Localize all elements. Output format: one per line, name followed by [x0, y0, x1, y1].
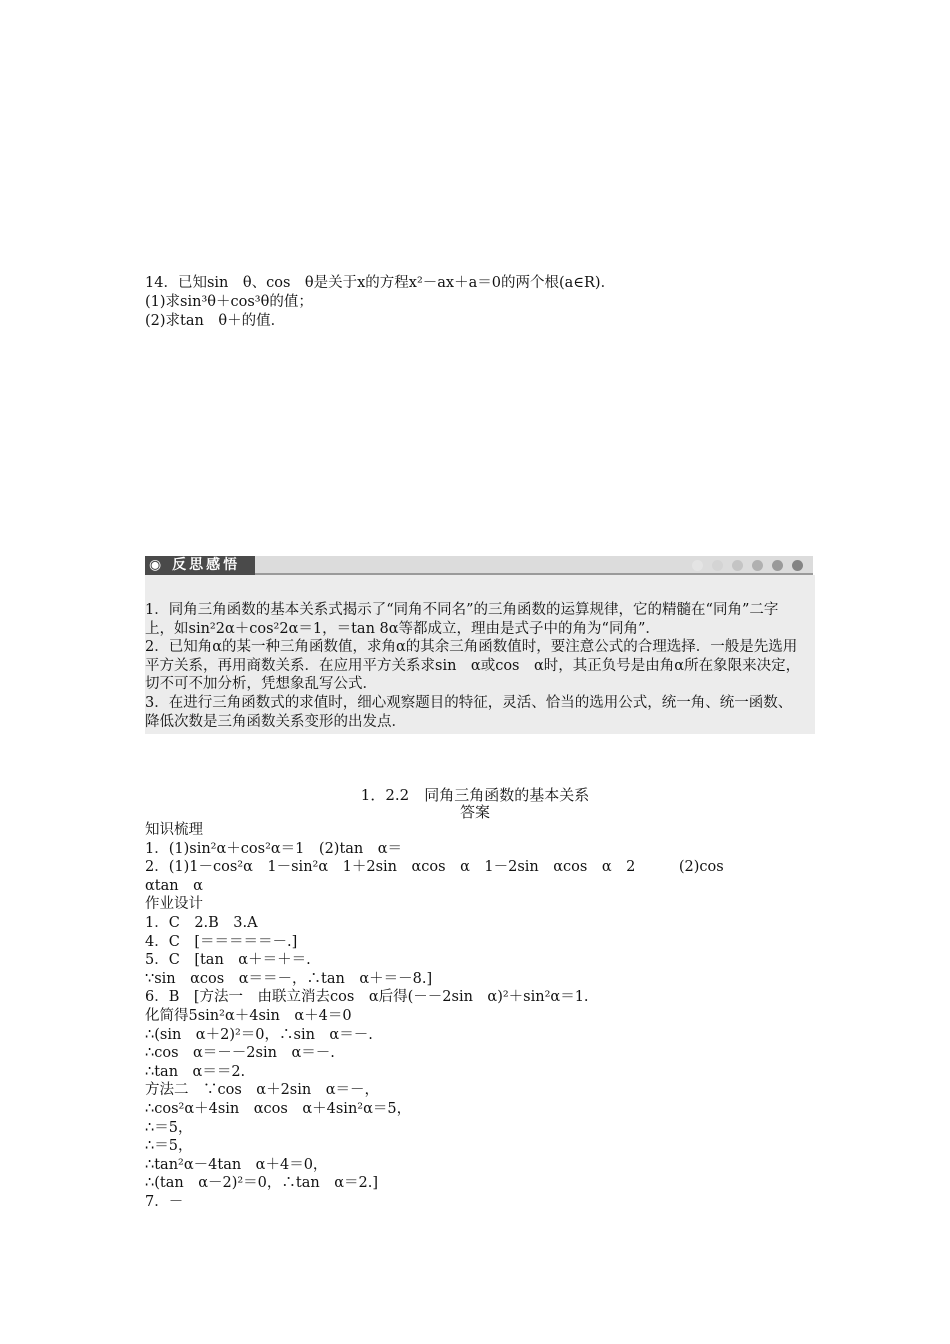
reflection-point-3: 3．在进行三角函数式的求值时，细心观察题目的特征，灵活、恰当的选用公式，统一角、统一函数、降低次数是三角函数关系变形的出发点． [145, 694, 793, 730]
dot-icon [732, 560, 743, 571]
dot-icon [692, 560, 703, 571]
answer-line: ∴＝5， [145, 1138, 193, 1155]
answer-line: ∴cos²α＋4sin αcos α＋4sin²α＝5， [145, 1100, 412, 1117]
answer-line: 6．B [方法一 由联立消去cos α后得(－－2sin α)²＋sin²α＝1. [145, 989, 589, 1006]
answer-line: 5．C [tan α＋＝＋＝. [145, 952, 311, 969]
reflection-section [145, 556, 813, 734]
question-14-part-2: (2)求tan θ＋的值． [145, 313, 286, 329]
answer-line: ∴(tan α－2)²＝0，∴tan α＝2.] [145, 1175, 378, 1192]
answer-line: ∴tan²α－4tan α＋4＝0， [145, 1156, 328, 1173]
question-14-part-1: (1)求sin³θ＋cos³θ的值； [145, 294, 313, 310]
reflection-point-2: 2．已知角α的某一种三角函数值，求角α的其余三角函数值时，要注意公式的合理选择．一般是先选用平方关系，再用商数关系．在应用平方关系求sin α或cos α时，其正负号是由角α所在象限来决定，切不可不加分析，凭想象乱写公式． [145, 639, 801, 693]
answer-line: 作业设计 [145, 896, 203, 913]
answer-line: ∴(sin α＋2)²＝0，∴sin α＝－. [145, 1026, 373, 1043]
answer-line: ∴tan α＝＝2. [145, 1063, 246, 1080]
dot-icon [752, 560, 763, 571]
reflection-tag: ◉ 反思感悟 [145, 556, 255, 575]
answer-line: 知识梳理 [145, 822, 203, 838]
answer-line: 1．C 2.B 3.A [145, 914, 258, 931]
dot-icon [792, 560, 803, 571]
answer-line: 2．(1)1－cos²α 1－sin²α 1＋2sin αcos α 1－2sin αcos α 2 (2)cos [145, 859, 724, 876]
answer-line: ∴＝5， [145, 1119, 193, 1136]
header-rule [255, 573, 813, 575]
reflection-point-1: 1．同角三角函数的基本关系式揭示了“同角不同名”的三角函数的运算规律，它的精髓在“同角”二字上，如sin²2α＋cos²2α＝1，＝tan 8α等都成立，理由是式子中的角为“同角”． [145, 602, 779, 637]
reflection-body [145, 575, 815, 734]
answer-line: ∴cos α＝－－2sin α＝－. [145, 1045, 335, 1062]
answers-title: 答案 [459, 803, 490, 821]
answer-line: 化简得5sin²α＋4sin α＋4＝0 [145, 1007, 352, 1024]
dot-icon [712, 560, 723, 571]
answer-line: 7．－ [145, 1193, 184, 1210]
decorative-dots [692, 560, 803, 571]
answer-line: ∵sin αcos α＝＝－，∴tan α＋＝－8.] [145, 970, 433, 987]
answer-line: 4．C [＝＝＝＝＝－.] [145, 933, 298, 950]
answer-line: 1．(1)sin²α＋cos²α＝1 (2)tan α＝ [145, 840, 403, 857]
reflection-header-bar [145, 556, 813, 575]
answer-line: αtan α [145, 877, 203, 894]
section-title: 1．2.2 同角三角函数的基本关系 [360, 786, 590, 804]
dot-icon [772, 560, 783, 571]
answer-line: 方法二 ∵cos α＋2sin α＝－， [145, 1082, 380, 1099]
question-14-stem: 14．已知sin θ、cos θ是关于x的方程x²－ax＋a＝0的两个根(a∈R)． [145, 275, 616, 291]
answers-block [145, 821, 805, 1211]
